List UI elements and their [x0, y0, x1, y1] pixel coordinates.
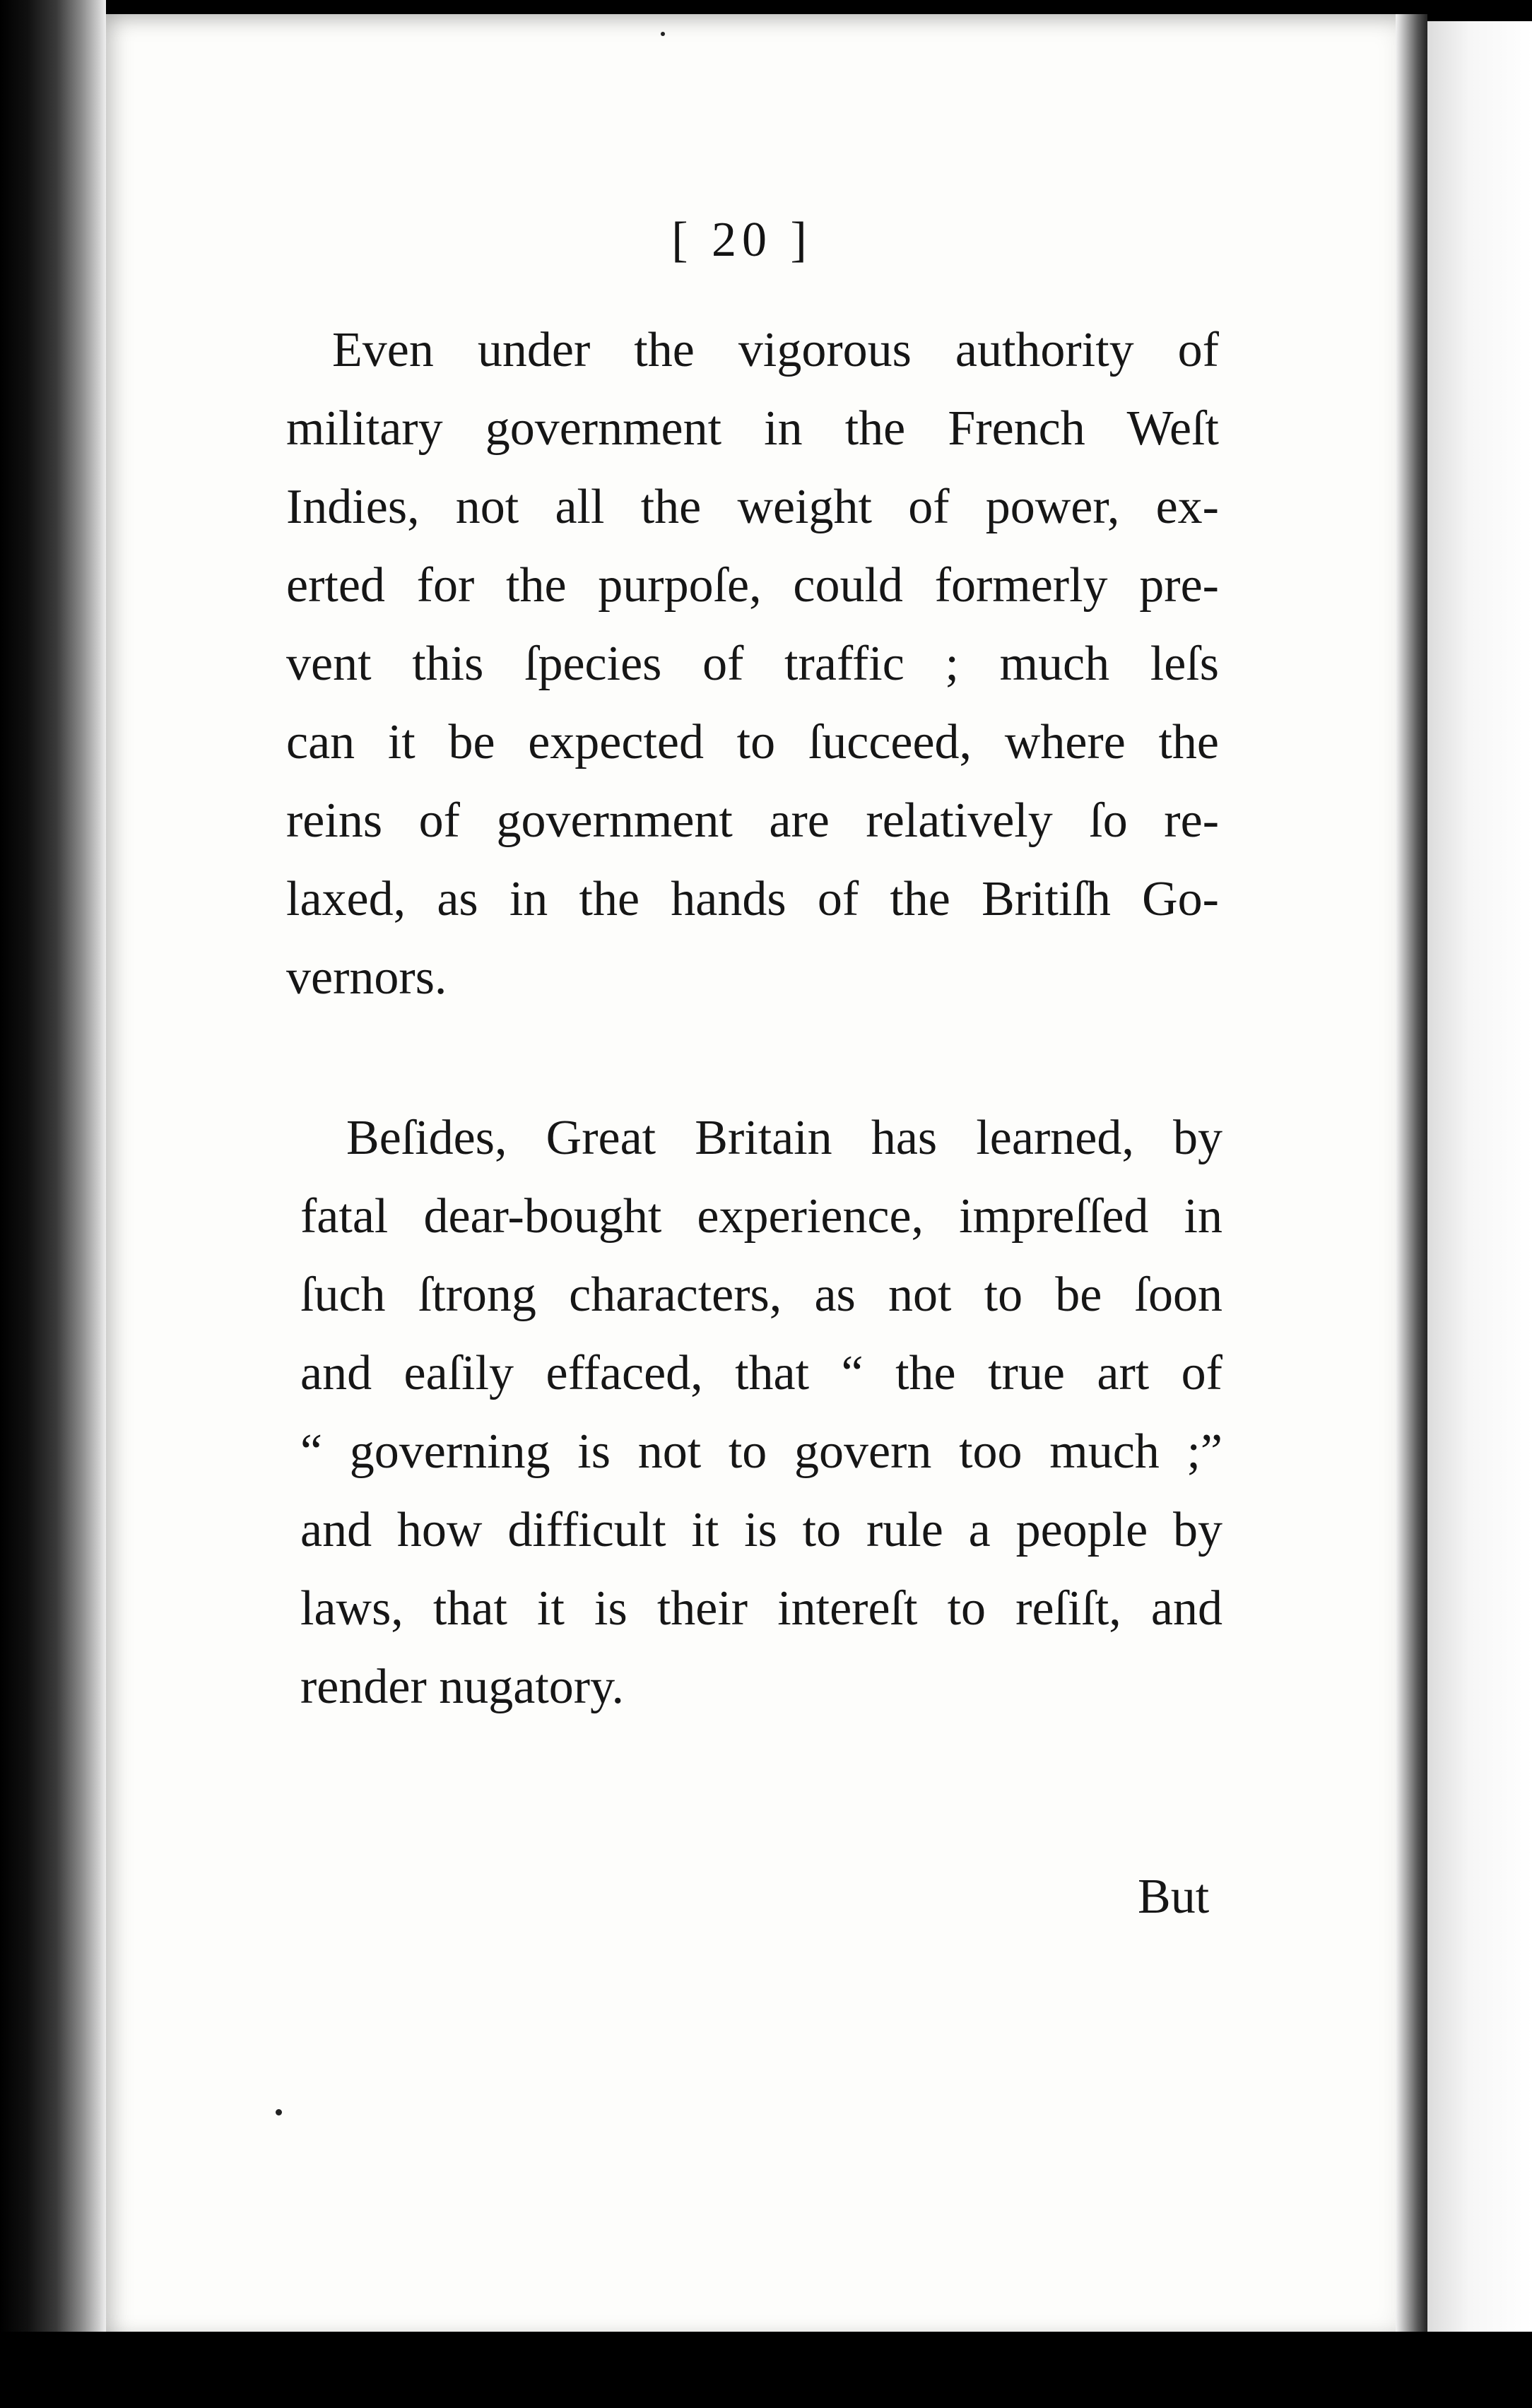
scan-top-edge: [0, 0, 1532, 16]
text-line: military government in the French Weſt: [286, 401, 1219, 456]
text-line: render nugatory.: [300, 1660, 625, 1714]
text-line: and how difficult it is to rule a people by: [300, 1503, 1222, 1557]
text-line: reins of government are relatively ſo re-: [286, 793, 1219, 848]
page-gutter-shadow: [1396, 14, 1427, 2342]
book-binding: [0, 0, 106, 2408]
text-line: Even under the vigorous authority of: [332, 323, 1219, 377]
text-line: Indies, not all the weight of power, ex-: [286, 480, 1219, 534]
catchword: But: [1138, 1870, 1210, 1924]
text-line: erted for the purpoſe, could formerly pre-: [286, 558, 1219, 613]
text-line: Beſides, Great Britain has learned, by: [346, 1111, 1222, 1165]
paragraph-1: [286, 311, 1219, 1017]
text-line: vernors.: [286, 950, 447, 1005]
ink-speck: [661, 32, 665, 36]
text-line: fatal dear-bought experience, impreſſed in: [300, 1189, 1222, 1244]
text-line: vent this ſpecies of traffic ; much leſs: [286, 637, 1219, 691]
text-line: ſuch ſtrong characters, as not to be ſoon: [300, 1268, 1222, 1322]
text-line: can it be expected to ſucceed, where the: [286, 715, 1219, 769]
ink-speck: [276, 2109, 282, 2115]
text-line: laws, that it is their intereſt to reſiſt, and: [300, 1581, 1222, 1636]
text-line: “ governing is not to govern too much ;”: [300, 1424, 1222, 1479]
page-number-header: [ 20 ]: [671, 213, 813, 267]
text-line: laxed, as in the hands of the Britiſh Go-: [286, 872, 1219, 926]
scan-bottom-edge: [0, 2332, 1532, 2408]
adjacent-page-sliver: [1427, 21, 1532, 2332]
text-line: and eaſily effaced, that “ the true art of: [300, 1346, 1222, 1400]
paragraph-2: [300, 1099, 1222, 1726]
